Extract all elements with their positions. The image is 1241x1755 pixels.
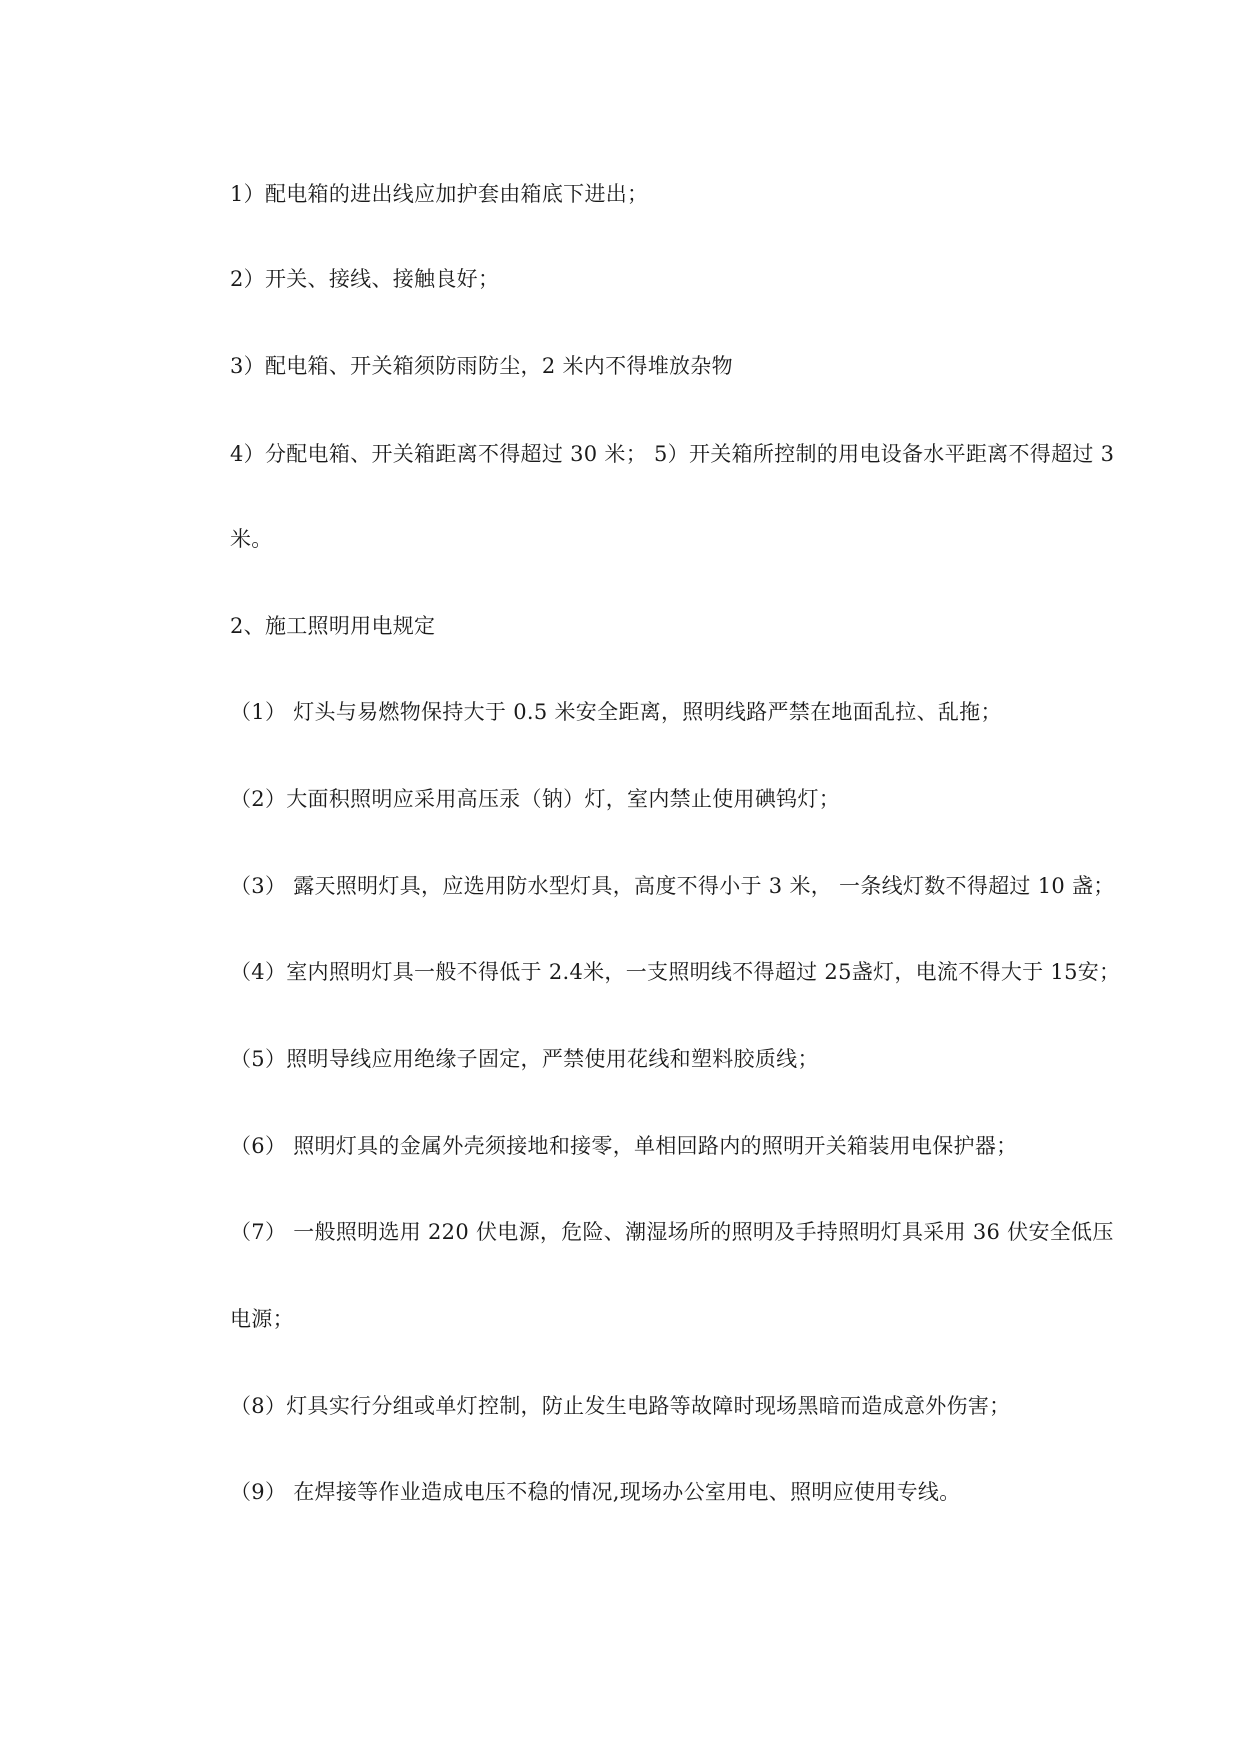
lighting-rule-4: （4）室内照明灯具一般不得低于 2.4米，一支照明线不得超过 25盏灯，电流不得大于 15安； [230, 960, 1121, 984]
lighting-rule-1: （1） 灯头与易燃物保持大于 0.5 米安全距离，照明线路严禁在地面乱拉、乱拖； [230, 700, 1002, 724]
item-distance-limits-continued: 米。 [230, 527, 273, 551]
lighting-rule-5: （5）照明导线应用绝缘子固定，严禁使用花线和塑料胶质线； [230, 1047, 819, 1071]
lighting-rule-3: （3） 露天照明灯具，应选用防水型灯具，高度不得小于 3 米， 一条线灯数不得超过 10 盏； [230, 874, 1115, 898]
item-distribution-box-wiring: 1）配电箱的进出线应加护套由箱底下进出； [230, 182, 649, 206]
item-switch-contact: 2）开关、接线、接触良好； [230, 267, 500, 291]
section-heading-lighting: 2、施工照明用电规定 [230, 614, 436, 638]
lighting-rule-8: （8）灯具实行分组或单灯控制，防止发生电路等故障时现场黑暗而造成意外伤害； [230, 1394, 1011, 1418]
lighting-rule-2: （2）大面积照明应采用高压汞（钠）灯，室内禁止使用碘钨灯； [230, 787, 841, 811]
lighting-rule-6: （6） 照明灯具的金属外壳须接地和接零，单相回路内的照明开关箱装用电保护器； [230, 1134, 1018, 1158]
lighting-rule-7-continued: 电源； [230, 1307, 294, 1331]
lighting-rule-7: （7） 一般照明选用 220 伏电源，危险、潮湿场所的照明及手持照明灯具采用 36 伏安全低压 [230, 1220, 1114, 1244]
item-distance-limits: 4）分配电箱、开关箱距离不得超过 30 米； 5）开关箱所控制的用电设备水平距离不得超过 3 [230, 442, 1115, 466]
item-rain-dust-protection: 3）配电箱、开关箱须防雨防尘，2 米内不得堆放杂物 [230, 354, 733, 378]
lighting-rule-9: （9） 在焊接等作业造成电压不稳的情况,现场办公室用电、照明应使用专线。 [230, 1480, 961, 1504]
